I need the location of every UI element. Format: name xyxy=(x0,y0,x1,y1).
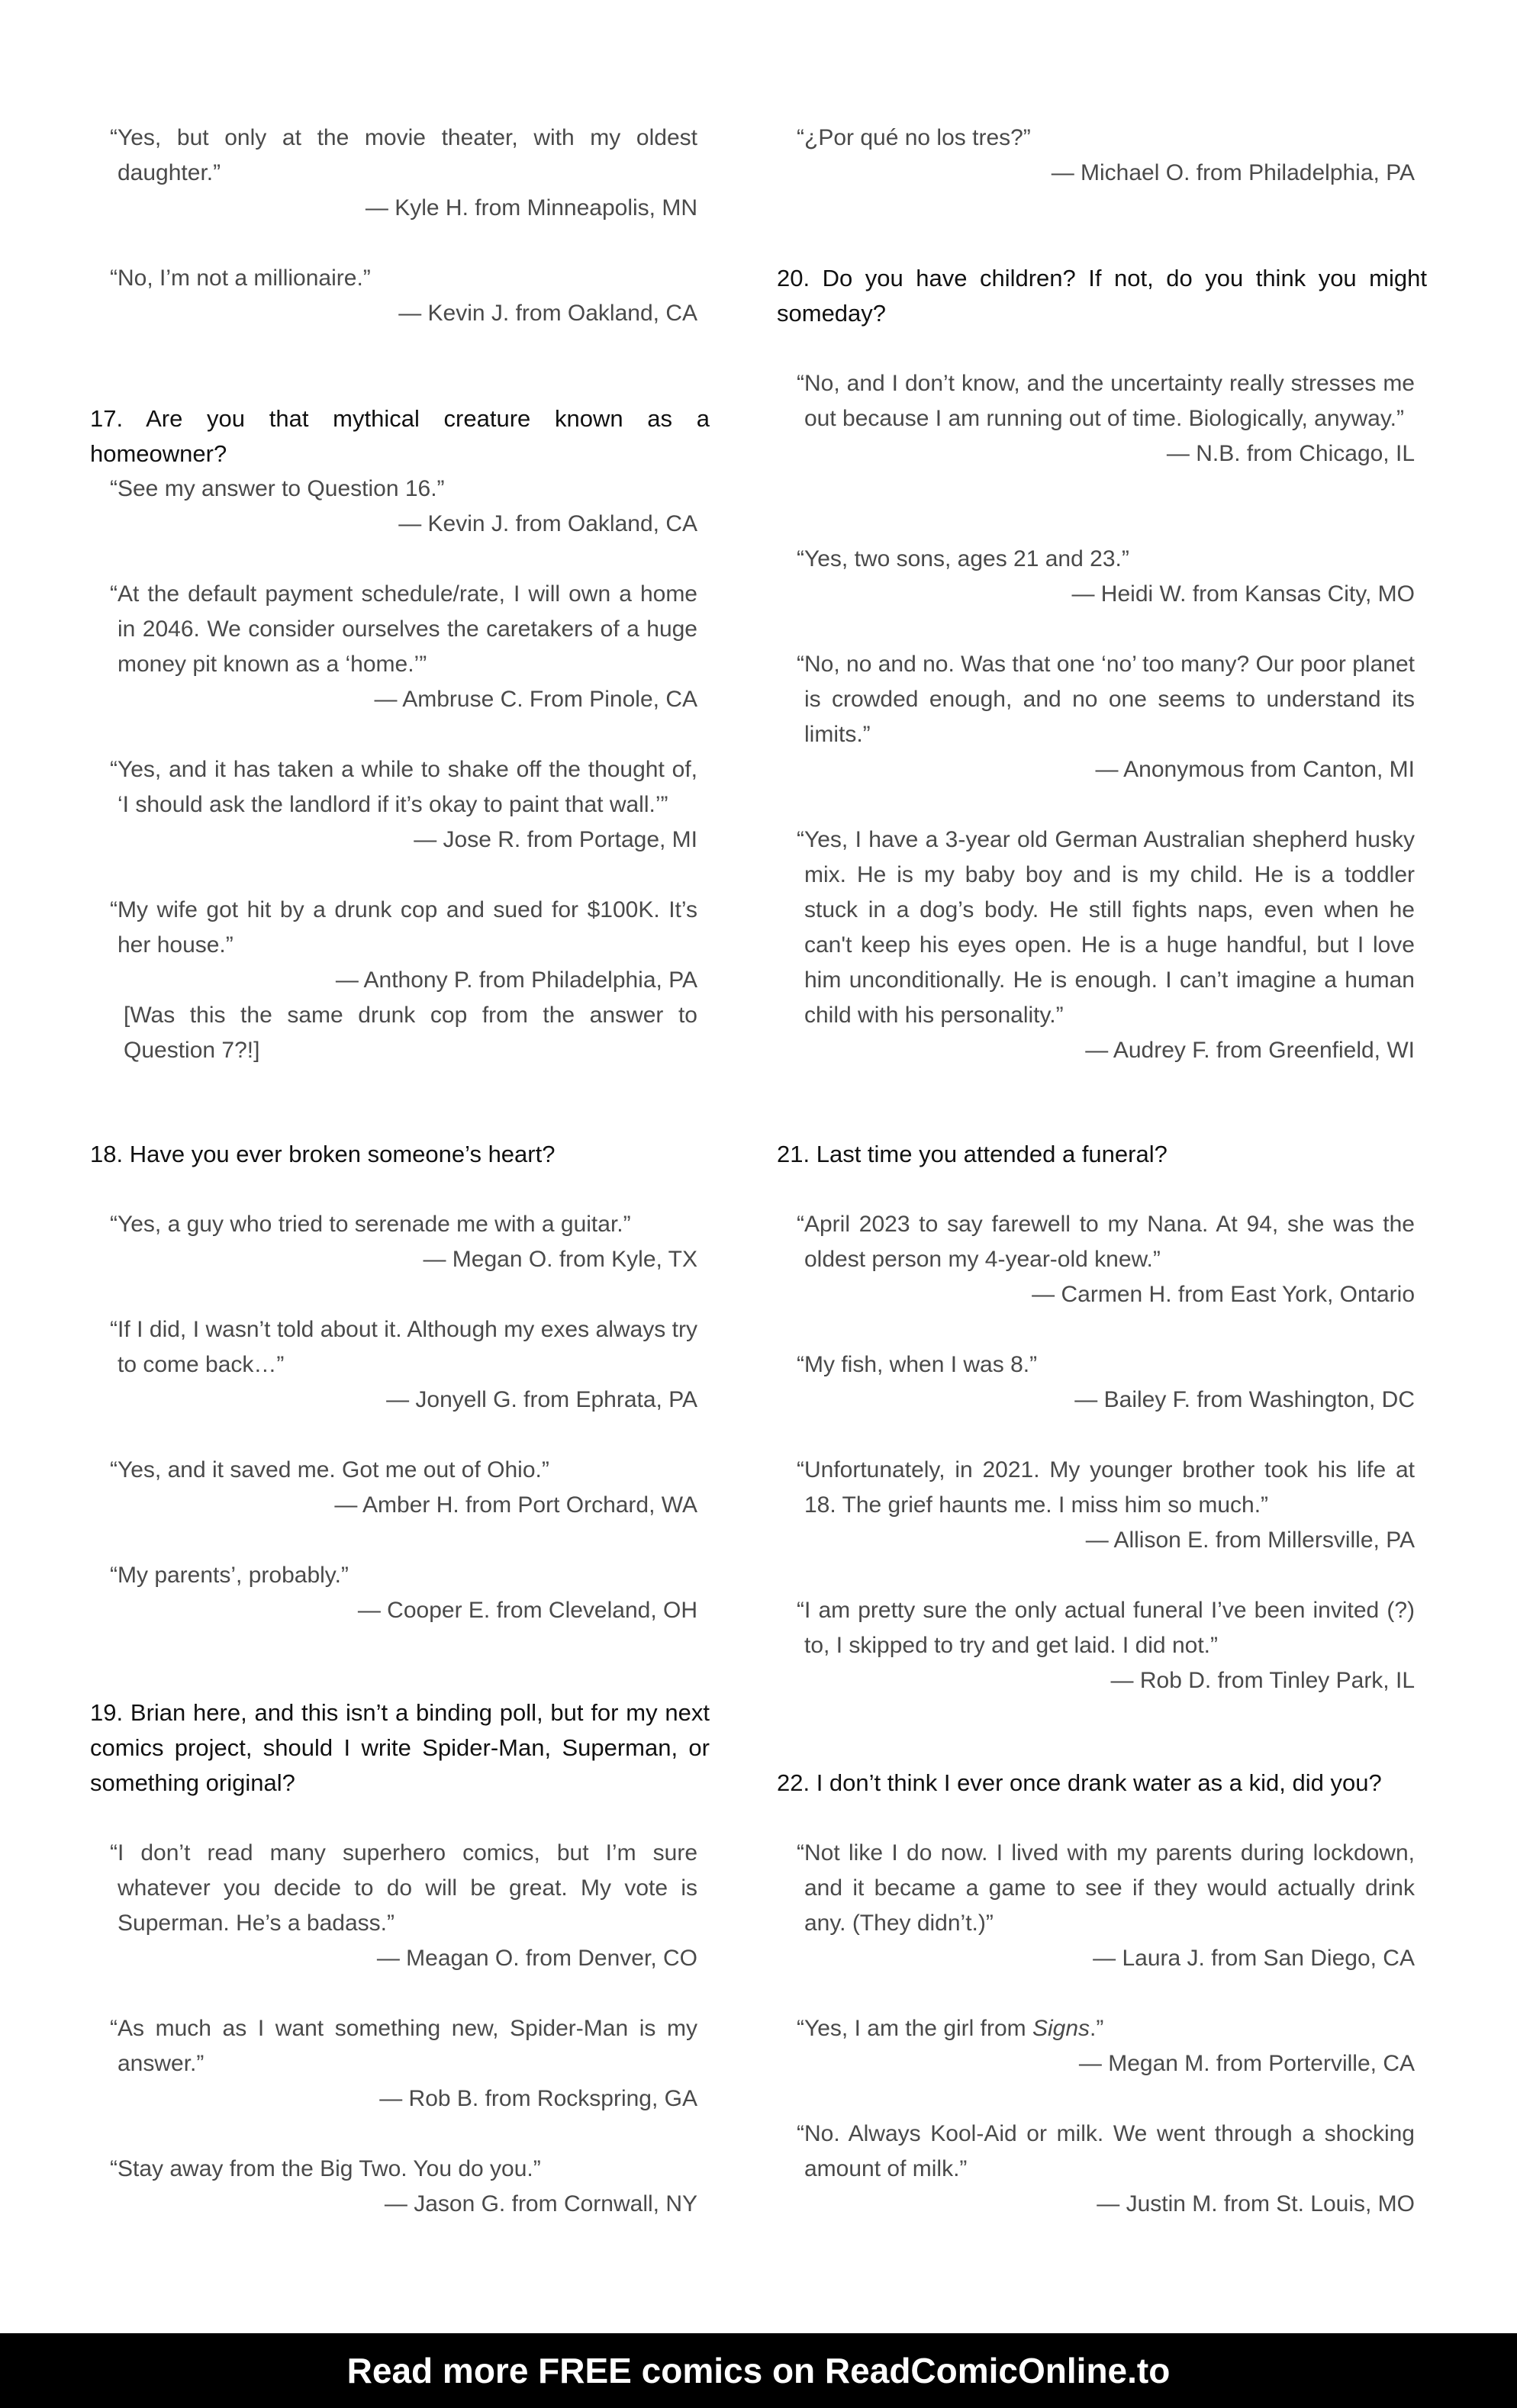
answer-block xyxy=(90,121,710,226)
answer-text-start: “Yes, I am the girl from xyxy=(797,2016,1032,2041)
answer-attribution: — Rob D. from Tinley Park, IL xyxy=(1110,1668,1415,1693)
answer-text: “If I did, I wasn’t told about it. Although my exes always try to come back…” xyxy=(110,1317,697,1377)
answer-text: “Yes, and it has taken a while to shake off the thought of, ‘I should ask the landlord if it’s okay to paint that wall.’” xyxy=(110,757,697,817)
answer-text: “Yes, but only at the movie theater, with my oldest daughter.” xyxy=(110,125,697,185)
movie-title: Signs xyxy=(1032,2016,1090,2041)
question-19: 19. Brian here, and this isn’t a binding poll, but for my next comics project, should I write Spider-Man, Superman, or something original? xyxy=(90,1699,710,1796)
question-21: 21. Last time you attended a funeral? xyxy=(777,1141,1168,1167)
promo-footer-banner[interactable]: Read more FREE comics on ReadComicOnline.to xyxy=(0,2333,1517,2408)
answer-block xyxy=(90,1453,710,1523)
answer-block xyxy=(777,1207,1427,1312)
answer-text: “No, I’m not a millionaire.” xyxy=(110,266,371,291)
answer-attribution: — Michael O. from Philadelphia, PA xyxy=(1051,160,1415,185)
answer-text: “No. Always Kool-Aid or milk. We went through a shocking amount of milk.” xyxy=(797,2121,1415,2181)
answer-block xyxy=(777,1347,1427,1418)
answer-attribution: — Kevin J. from Oakland, CA xyxy=(398,301,697,326)
answer-text: “Yes, I have a 3-year old German Australian shepherd husky mix. He is my baby boy and is my child. He is a toddler stuck in a dog’s body. He still fights naps, even when he can't keep his eyes open. He is a huge handful, but I love him unconditionally. He is enough. I can’t imagine a human child with his personality.” xyxy=(797,827,1415,1028)
question-17: 17. Are you that mythical creature known as a homeowner? xyxy=(90,405,710,467)
answer-attribution: — Laura J. from San Diego, CA xyxy=(1093,1946,1415,1971)
answer-attribution: — Anonymous from Canton, MI xyxy=(1095,757,1415,782)
answer-block xyxy=(90,472,710,542)
answer-attribution: — Rob B. from Rockspring, GA xyxy=(379,2086,697,2111)
answer-block xyxy=(90,261,710,331)
answer-block xyxy=(90,2152,710,2222)
answer-text: “No, no and no. Was that one ‘no’ too many? Our poor planet is crowded enough, and no one seems to understand its limits.” xyxy=(797,652,1415,747)
answer-block xyxy=(777,2117,1427,2222)
answer-text: “I don’t read many superhero comics, but I’m sure whatever you decide to do will be great. My vote is Superman. He’s a badass.” xyxy=(110,1840,697,1936)
answer-text: “My parents’, probably.” xyxy=(110,1563,349,1588)
answer-text: “See my answer to Question 16.” xyxy=(110,476,445,501)
answer-block xyxy=(90,1836,710,1976)
answer-block xyxy=(90,752,710,858)
answer-text: “Not like I do now. I lived with my parents during lockdown, and it became a game to see if they would actually drink any. (They didn’t.)” xyxy=(797,1840,1415,1936)
answer-text: “My wife got hit by a drunk cop and sued for $100K. It’s her house.” xyxy=(110,897,697,958)
answer-attribution: — Anthony P. from Philadelphia, PA xyxy=(335,967,697,993)
answer-block xyxy=(777,366,1427,472)
answer-attribution: — Allison E. from Millersville, PA xyxy=(1085,1528,1415,1553)
answer-block xyxy=(777,1836,1427,1976)
answer-attribution: — Audrey F. from Greenfield, WI xyxy=(1085,1038,1415,1063)
answer-block xyxy=(777,647,1427,787)
answer-block xyxy=(777,2011,1427,2081)
answer-block xyxy=(90,1558,710,1628)
answer-text: “¿Por qué no los tres?” xyxy=(797,125,1031,150)
answer-attribution: — Megan M. from Porterville, CA xyxy=(1078,2051,1415,2076)
answer-attribution: — Amber H. from Port Orchard, WA xyxy=(334,1492,697,1518)
editor-note: [Was this the same drunk cop from the answer to Question 7?!] xyxy=(124,1003,697,1063)
answer-block xyxy=(777,1453,1427,1558)
answer-attribution: — N.B. from Chicago, IL xyxy=(1166,441,1415,466)
answer-attribution: — Kyle H. from Minneapolis, MN xyxy=(365,195,697,221)
answer-attribution: — Megan O. from Kyle, TX xyxy=(423,1247,697,1272)
answer-attribution: — Heidi W. from Kansas City, MO xyxy=(1071,581,1415,607)
answer-text: “As much as I want something new, Spider-Man is my answer.” xyxy=(110,2016,697,2076)
answer-block xyxy=(777,542,1427,612)
question-18: 18. Have you ever broken someone’s heart? xyxy=(90,1141,556,1167)
answer-block xyxy=(777,121,1427,191)
answer-block xyxy=(90,1207,710,1277)
answer-text: “No, and I don’t know, and the uncertainty really stresses me out because I am running out of time. Biologically, anyway.” xyxy=(797,371,1415,431)
answer-block xyxy=(90,893,710,1068)
answer-text xyxy=(777,2011,1427,2046)
answer-block xyxy=(777,823,1427,1068)
answer-attribution: — Jonyell G. from Ephrata, PA xyxy=(386,1387,697,1412)
answer-attribution: — Cooper E. from Cleveland, OH xyxy=(357,1598,697,1623)
answer-block xyxy=(90,2011,710,2117)
answer-attribution: — Ambruse C. From Pinole, CA xyxy=(374,687,697,712)
answer-attribution: — Justin M. from St. Louis, MO xyxy=(1097,2191,1415,2216)
answer-attribution: — Jose R. from Portage, MI xyxy=(414,827,697,852)
answer-text: “My fish, when I was 8.” xyxy=(797,1352,1038,1377)
question-20: 20. Do you have children? If not, do you think you might someday? xyxy=(777,265,1427,327)
question-22: 22. I don’t think I ever once drank water as a kid, did you? xyxy=(777,1769,1382,1796)
answer-text: “April 2023 to say farewell to my Nana. At 94, she was the oldest person my 4-year-old knew.” xyxy=(797,1212,1415,1272)
answer-text: “I am pretty sure the only actual funeral I’ve been invited (?) to, I skipped to try and get laid. I did not.” xyxy=(797,1598,1415,1658)
answer-text: “Yes, two sons, ages 21 and 23.” xyxy=(797,546,1129,571)
answer-attribution: — Jason G. from Cornwall, NY xyxy=(384,2191,697,2216)
answer-attribution: — Kevin J. from Oakland, CA xyxy=(398,511,697,536)
answer-text-end: .” xyxy=(1090,2016,1104,2041)
answer-attribution: — Carmen H. from East York, Ontario xyxy=(1032,1282,1415,1307)
answer-block xyxy=(90,577,710,717)
answer-block xyxy=(90,1312,710,1418)
answer-text: “Stay away from the Big Two. You do you.” xyxy=(110,2156,541,2181)
answer-attribution: — Bailey F. from Washington, DC xyxy=(1074,1387,1415,1412)
answer-text: “Yes, and it saved me. Got me out of Ohio.” xyxy=(110,1457,549,1482)
answer-attribution: — Meagan O. from Denver, CO xyxy=(376,1946,697,1971)
answer-text: “Unfortunately, in 2021. My younger brother took his life at 18. The grief haunts me. I miss him so much.” xyxy=(797,1457,1415,1518)
answer-text: “At the default payment schedule/rate, I will own a home in 2046. We consider ourselves the caretakers of a huge money pit known as a ‘home.’” xyxy=(110,581,697,677)
answer-block xyxy=(777,1593,1427,1698)
answer-text: “Yes, a guy who tried to serenade me with a guitar.” xyxy=(110,1212,631,1237)
